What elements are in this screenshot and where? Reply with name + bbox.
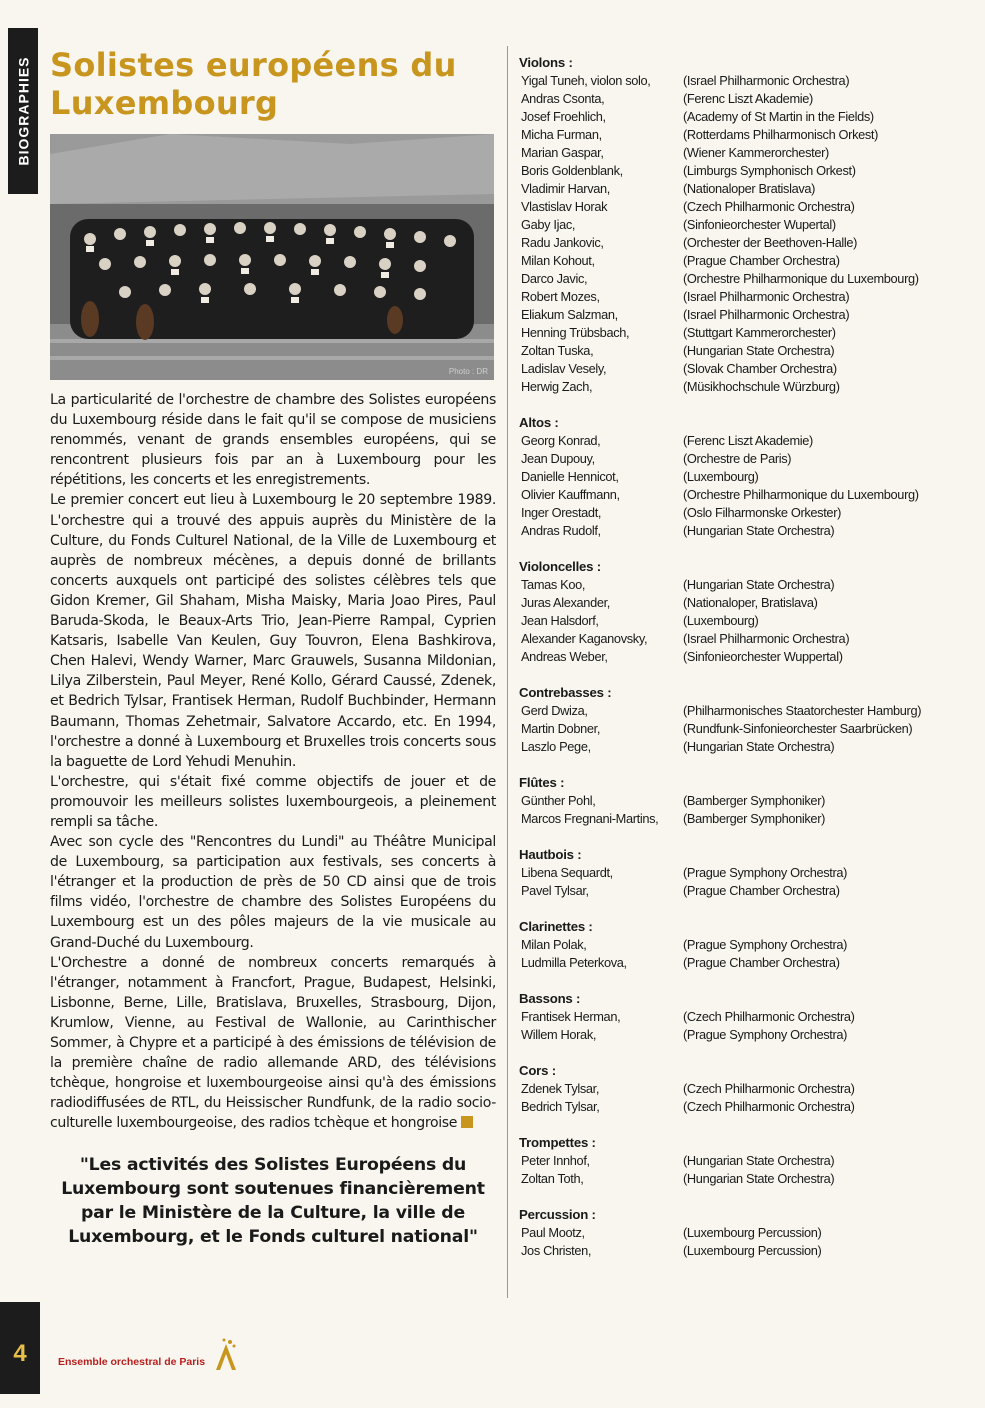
paragraph-last: [50, 953, 496, 1134]
member-name: Jean Halsdorf,: [521, 613, 599, 628]
member-row: [519, 216, 959, 234]
member-name: Herwig Zach,: [521, 379, 593, 394]
member-name: Martin Dobner,: [521, 721, 601, 736]
section-tab-label: BIOGRAPHIES: [15, 56, 32, 166]
member-name: Alexander Kaganovsky,: [521, 631, 648, 646]
paragraph: L'orchestre, qui s'était fixé comme objectifs de jouer et de promouvoir les meilleurs solistes luxembourgeois, a pleinement rempli sa tâche.: [50, 773, 496, 830]
member-row: [519, 792, 959, 810]
member-row: [519, 1152, 959, 1170]
page-number: 4: [13, 1340, 27, 1367]
member-name: Gaby Ijac,: [521, 217, 576, 232]
member-name: Milan Kohout,: [521, 253, 595, 268]
member-orchestra: (Müsikhochschule Würzburg): [683, 379, 840, 394]
section-tab: [8, 28, 38, 194]
member-name: Bedrich Tylsar,: [521, 1099, 600, 1114]
end-square-icon: [461, 1116, 473, 1128]
member-orchestra: (Israel Philharmonic Orchestra): [683, 289, 850, 304]
member-name: Juras Alexander,: [521, 595, 611, 610]
member-orchestra: (Hungarian State Orchestra): [683, 1153, 835, 1168]
member-orchestra: (Orchestre Philharmonique du Luxembourg): [683, 487, 919, 502]
member-orchestra: (Limburgs Symphonisch Orkest): [683, 163, 856, 178]
member-row: [519, 450, 959, 468]
member-name: Inger Orestadt,: [521, 505, 602, 520]
member-orchestra: (Prague Symphony Orchestra): [683, 865, 848, 880]
member-row: [519, 648, 959, 666]
member-name: Vlastislav Horak: [521, 199, 608, 214]
member-orchestra: (Prague Symphony Orchestra): [683, 1027, 848, 1042]
section-heading: Hautbois :: [519, 847, 582, 862]
section-heading: Violons :: [519, 55, 573, 70]
paragraph-text: L'Orchestre a donné de nombreux concerts remarqués à l'étranger, notamment à Francfort, Prague, Budapest, Helsinki, Lisbonne, Berne, Lille, Bratislava, Bruxelles, Strasbourg, Dijon, Krumlow, Vienne, au Festival de Wallonie, au Carinthischer Sommer, à Chypre et a participé à des émissions de télévision de la première chaîne de radio allemande ARD, des télévisions tchèque, hongroise et luxembourgeoise ainsi qu'à des émissions radiodiffusées de RTL, du Heissischer Rundfunk, de la radio socio-culturelle luxembourgeoise, des radios tchèque et hongroise: [50, 954, 496, 1132]
member-orchestra: (Nationaloper Bratislava): [683, 181, 816, 196]
member-row: [519, 270, 959, 288]
section-heading: Flûtes :: [519, 775, 565, 790]
member-orchestra: (Hungarian State Orchestra): [683, 523, 835, 538]
member-orchestra: (Ferenc Liszt Akademie): [683, 91, 813, 106]
member-row: [519, 720, 959, 738]
member-name: Olivier Kauffmann,: [521, 487, 620, 502]
roster-section: [519, 774, 959, 828]
member-row: [519, 864, 959, 882]
member-name: Pavel Tylsar,: [521, 883, 589, 898]
member-name: Zoltan Tuska,: [521, 343, 594, 358]
roster-section: [519, 990, 959, 1044]
member-row: [519, 360, 959, 378]
member-name: Darco Javic,: [521, 271, 588, 286]
member-row: [519, 504, 959, 522]
member-orchestra: (Czech Philharmonic Orchestra): [683, 199, 855, 214]
member-row: [519, 126, 959, 144]
member-name: Eliakum Salzman,: [521, 307, 618, 322]
member-row: [519, 1026, 959, 1044]
member-row: [519, 576, 959, 594]
member-row: [519, 324, 959, 342]
member-orchestra: (Czech Philharmonic Orchestra): [683, 1099, 855, 1114]
member-name: Marian Gaspar,: [521, 145, 604, 160]
member-orchestra: (Prague Chamber Orchestra): [683, 883, 840, 898]
member-row: [519, 1224, 959, 1242]
section-heading: Clarinettes :: [519, 919, 593, 934]
roster-section: [519, 846, 959, 900]
member-row: [519, 198, 959, 216]
orchestra-roster: [519, 54, 959, 1278]
section-heading: Contrebasses :: [519, 685, 612, 700]
member-row: [519, 936, 959, 954]
member-orchestra: (Prague Symphony Orchestra): [683, 937, 848, 952]
member-orchestra: (Prague Chamber Orchestra): [683, 955, 840, 970]
member-name: Ladislav Vesely,: [521, 361, 607, 376]
member-name: Jean Dupouy,: [521, 451, 595, 466]
member-row: [519, 522, 959, 540]
roster-section: [519, 558, 959, 666]
member-orchestra: (Hungarian State Orchestra): [683, 577, 835, 592]
member-name: Günther Pohl,: [521, 793, 596, 808]
member-name: Danielle Hennicot,: [521, 469, 619, 484]
member-row: [519, 1080, 959, 1098]
member-name: Henning Trübsbach,: [521, 325, 630, 340]
member-orchestra: (Luxembourg Percussion): [683, 1243, 822, 1258]
member-row: [519, 144, 959, 162]
ensemble-logo-icon: [212, 1336, 240, 1374]
member-orchestra: (Philharmonisches Staatorchester Hamburg): [683, 703, 922, 718]
member-row: [519, 810, 959, 828]
member-name: Marcos Fregnani-Martins,: [521, 811, 659, 826]
member-name: Yigal Tuneh, violon solo,: [521, 73, 651, 88]
member-row: [519, 954, 959, 972]
member-orchestra: (Israel Philharmonic Orchestra): [683, 307, 850, 322]
paragraph: Le premier concert eut lieu à Luxembourg le 20 septembre 1989. L'orchestre qui a trouvé des appuis auprès du Ministère de la Culture, du Fonds Culturel National, de la Ville de Luxembourg et auprès de nombreux mécènes, a depuis donné de brillants concerts auxquels ont participé des solistes célèbres tels que Gidon Kremer, Gil Shaham, Misha Maisky, Maria Joao Pires, Paul Baruda-Skoda, le Beaux-Arts Trio, Jean-Pierre Rampal, Cyprien Katsaris, Isabelle Van Keulen, Guy Touvron, Elena Bashkirova, Chen Halevi, Wendy Warner, Marc Grauwels, Susanna Mildonian, Lilya Zilberstein, Paul Meyer, René Kollo, Gérard Caussé, Zdenek, et Bedrich Tylsar, Frantisek Herman, Rudolf Buchbinder, Hermann Baumann, Thomas Zehetmair, Salvatore Accardo, etc. En 1994, l'orchestre a donné à Luxembourg et Bruxelles trois concerts sous la baguette de Lord Yehudi Menuhin.: [50, 492, 496, 770]
member-row: [519, 234, 959, 252]
member-row: [519, 108, 959, 126]
member-name: Tamas Koo,: [521, 577, 586, 592]
member-name: Josef Froehlich,: [521, 109, 606, 124]
member-orchestra: (Czech Philharmonic Orchestra): [683, 1009, 855, 1024]
member-row: [519, 1170, 959, 1188]
member-orchestra: (Sinfonieorchester Wupertal): [683, 217, 836, 232]
column-divider: [507, 46, 508, 1298]
member-name: Andras Rudolf,: [521, 523, 601, 538]
member-row: [519, 882, 959, 900]
member-orchestra: (Academy of St Martin in the Fields): [683, 109, 874, 124]
member-name: Milan Polak,: [521, 937, 587, 952]
member-row: [519, 252, 959, 270]
paragraph: La particularité de l'orchestre de chambre des Solistes européens du Luxembourg réside dans le fait qu'il se compose de musiciens renommés, venant de grands ensembles européens, qui se rencontrent plusieurs fois par an à Luxembourg pour les répétitions, les concerts et les enregistrements.: [50, 392, 496, 489]
member-orchestra: (Sinfonieorchester Wuppertal): [683, 649, 843, 664]
roster-section: [519, 1206, 959, 1260]
member-row: [519, 72, 959, 90]
member-orchestra: (Rotterdams Philharmonisch Orkest): [683, 127, 879, 142]
footer-publisher: Ensemble orchestral de Paris: [58, 1356, 206, 1368]
member-orchestra: (Israel Philharmonic Orchestra): [683, 73, 850, 88]
section-heading: Bassons :: [519, 991, 581, 1006]
member-orchestra: (Wiener Kammerorchester): [683, 145, 829, 160]
section-heading: Trompettes :: [519, 1135, 596, 1150]
member-orchestra: (Rundfunk-Sinfonieorchester Saarbrücken): [683, 721, 913, 736]
member-name: Georg Konrad,: [521, 433, 601, 448]
member-row: [519, 1242, 959, 1260]
roster-section: [519, 684, 959, 756]
member-orchestra: (Luxembourg Percussion): [683, 1225, 822, 1240]
member-row: [519, 1098, 959, 1116]
member-orchestra: (Orchestre Philharmonique du Luxembourg): [683, 271, 919, 286]
member-orchestra: (Orchestre de Paris): [683, 451, 792, 466]
member-orchestra: (Hungarian State Orchestra): [683, 343, 835, 358]
member-row: [519, 468, 959, 486]
member-row: [519, 1008, 959, 1026]
member-orchestra: (Bamberger Symphoniker): [683, 793, 826, 808]
member-orchestra: (Czech Philharmonic Orchestra): [683, 1081, 855, 1096]
member-name: Ludmilla Peterkova,: [521, 955, 627, 970]
section-heading: Cors :: [519, 1063, 556, 1078]
section-heading: Violoncelles :: [519, 559, 601, 574]
orchestra-photo-illustration: [50, 134, 494, 380]
article-body: [50, 390, 496, 1133]
member-name: Micha Furman,: [521, 127, 602, 142]
member-orchestra: (Oslo Filharmonske Orkester): [683, 505, 842, 520]
member-row: [519, 594, 959, 612]
section-heading: Percussion :: [519, 1207, 596, 1222]
roster-section: [519, 1134, 959, 1188]
page-title: Solistes européens du Luxembourg: [50, 46, 457, 122]
member-orchestra: (Israel Philharmonic Orchestra): [683, 631, 850, 646]
member-row: [519, 342, 959, 360]
member-row: [519, 162, 959, 180]
member-name: Frantisek Herman,: [521, 1009, 621, 1024]
member-row: [519, 306, 959, 324]
member-orchestra: (Luxembourg): [683, 613, 759, 628]
member-orchestra: (Stuttgart Kammerorchester): [683, 325, 836, 340]
member-orchestra: (Bamberger Symphoniker): [683, 811, 826, 826]
member-name: Peter Innhof,: [521, 1153, 590, 1168]
member-name: Jos Christen,: [521, 1243, 592, 1258]
member-row: [519, 630, 959, 648]
member-row: [519, 432, 959, 450]
photo-credit: Photo : DR: [448, 367, 488, 376]
member-name: Willem Horak,: [521, 1027, 597, 1042]
member-name: Paul Mootz,: [521, 1225, 585, 1240]
member-name: Vladimir Harvan,: [521, 181, 610, 196]
funding-quote: "Les activités des Solistes Européens du Luxembourg sont soutenues financièrement par le Ministère de la Culture, la ville de Luxembourg, et le Fonds culturel national": [61, 1155, 485, 1248]
member-orchestra: (Slovak Chamber Orchestra): [683, 361, 837, 376]
member-row: [519, 288, 959, 306]
roster-section: [519, 918, 959, 972]
member-orchestra: (Orchester der Beethoven-Halle): [683, 235, 858, 250]
member-name: Andras Csonta,: [521, 91, 605, 106]
member-name: Boris Goldenblank,: [521, 163, 623, 178]
member-name: Laszlo Pege,: [521, 739, 591, 754]
member-row: [519, 180, 959, 198]
member-row: [519, 378, 959, 396]
orchestra-photo: [50, 134, 494, 380]
member-name: Gerd Dwiza,: [521, 703, 588, 718]
article-column: [50, 46, 496, 1249]
member-orchestra: (Prague Chamber Orchestra): [683, 253, 840, 268]
member-name: Radu Jankovic,: [521, 235, 604, 250]
paragraph: Avec son cycle des "Rencontres du Lundi" au Théâtre Municipal de Luxembourg, sa participation aux festivals, ses concerts à l'étranger et la production de près de 50 CD ainsi que de trois films vidéo, l'orchestre de chambre des Solistes Européens du Luxembourg est un des pôles majeurs de la vie musicale au Grand-Duché du Luxembourg.: [50, 834, 496, 951]
member-name: Andreas Weber,: [521, 649, 608, 664]
member-orchestra: (Luxembourg): [683, 469, 759, 484]
member-name: Zdenek Tylsar,: [521, 1081, 600, 1096]
member-name: Libena Sequardt,: [521, 865, 613, 880]
member-orchestra: (Nationaloper, Bratislava): [683, 595, 818, 610]
member-row: [519, 486, 959, 504]
page-number-block: [0, 1302, 40, 1394]
member-row: [519, 90, 959, 108]
roster-section: [519, 54, 959, 396]
section-heading: Altos :: [519, 415, 559, 430]
member-row: [519, 612, 959, 630]
member-orchestra: (Hungarian State Orchestra): [683, 739, 835, 754]
member-name: Zoltan Toth,: [521, 1171, 584, 1186]
member-row: [519, 738, 959, 756]
member-orchestra: (Hungarian State Orchestra): [683, 1171, 835, 1186]
roster-section: [519, 414, 959, 540]
member-row: [519, 702, 959, 720]
member-name: Robert Mozes,: [521, 289, 600, 304]
member-orchestra: (Ferenc Liszt Akademie): [683, 433, 813, 448]
roster-section: [519, 1062, 959, 1116]
